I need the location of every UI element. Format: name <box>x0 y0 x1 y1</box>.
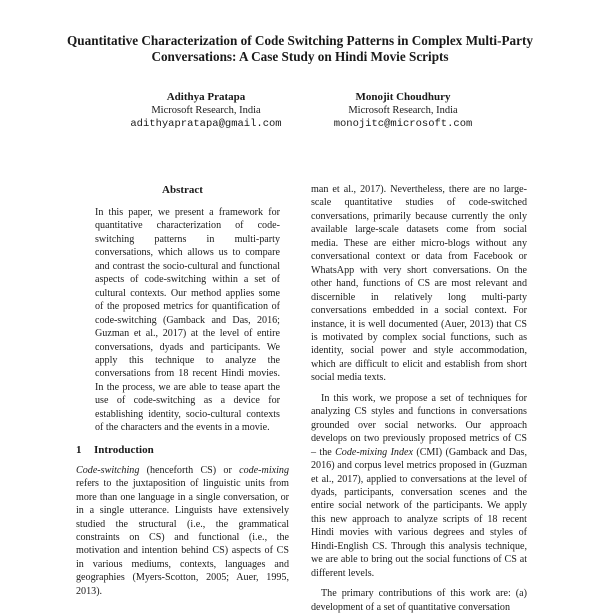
left-column <box>76 183 289 598</box>
author-email: monojitc@microsoft.com <box>333 118 473 130</box>
term-code-switching: Code-switching <box>76 464 140 476</box>
section-title: Introduction <box>94 443 154 456</box>
intro-paragraph <box>76 464 289 599</box>
author-block <box>283 90 523 131</box>
body-paragraph: The primary contributions of this work are: (a) development of a set of quantitative conversation <box>311 588 527 613</box>
paper-title: Quantitative Characterization of Code Switching Patterns in Complex Multi-Party Conversations: A Case Study on Hindi Movie Scripts <box>67 33 533 64</box>
right-column <box>311 183 527 614</box>
author-email: adithyapratapa@gmail.com <box>130 118 282 130</box>
section-number: 1 <box>76 443 82 456</box>
term-code-mixing-index: Code-mixing Index <box>335 446 413 458</box>
term-code-mixing: code-mixing <box>239 464 289 476</box>
author-affiliation: Microsoft Research, India <box>348 105 458 116</box>
body-paragraph: man et al., 2017). Nevertheless, there are no large-scale quantitative studies of code-switched conversations, primarily because currently the only available large-scale datasets come from social media. These are either micro-blogs without any conversational context or data from Facebook or WhatsApp with very short conversations. On the other hand, functions of CS are most relevant and discernible in relatively long multi-party conversations embedded in a social context. For instance, it is well documented (Auer, 2013) that CS is motivated by complex social functions, such as identity, social power and style accommodation, which are difficult to elicit and establish from short social media texts. <box>311 184 527 384</box>
author-name: Adithya Pratapa <box>166 91 246 103</box>
abstract-heading: Abstract <box>162 184 203 196</box>
abstract-text: In this paper, we present a framework for quantitative characterization of code-switching patterns in multi-party conversations, which allows us to compare and contrast the socio-cultural and functional aspects of code-switching within a set of cultural contexts. Our method applies some of the proposed metrics for quantification of code-switching (Gamback and Das, 2016; Guzman et al., 2017) at the level of entire conversations, dyads and participants. We apply this technique to analyze the conversations from 18 recent Hindi movies. In the process, we are able to tease apart the use of code-switching as a device for establishing identity, socio-cultural contexts of the characters and the events in a movie. <box>95 207 280 434</box>
author-name: Monojit Choudhury <box>355 91 451 103</box>
body-text: (henceforth CS) or <box>139 464 240 476</box>
body-text: (CMI) (Gamback and Das, 2016) and corpus level metrics proposed in (Guzman et al., 2017), applied to conversations at the level of dyads, participants, conversation scenes and the entire social network of the participants. We apply this new approach to analyze scripts of 18 recent Hindi movies with various degrees and styles of Hindi-English CS. Through this analysis technique, we are able to bring out the social functions of CS at different levels. <box>311 446 527 579</box>
author-affiliation: Microsoft Research, India <box>151 105 261 116</box>
body-text: refers to the juxtaposition of linguistic units from more than one language in a single conversation, or in a single utterance. Linguists have extensively studied the structural (i.e., the grammatical constraints on CS) and functional (i.e., the motivation and intention behind CS) aspects of CS in various mediums, contexts, languages and geographies (Myers-Scotton, 2005; Auer, 1995, 2013). <box>76 478 289 597</box>
body-text: In this work, we propose a set of techniques for analyzing CS styles and functions in conversations grounded over social networks. Our approach develops on two previously proposed metrics of CS – the <box>311 392 527 458</box>
section-heading-introduction <box>76 443 289 457</box>
body-paragraph <box>311 392 527 580</box>
